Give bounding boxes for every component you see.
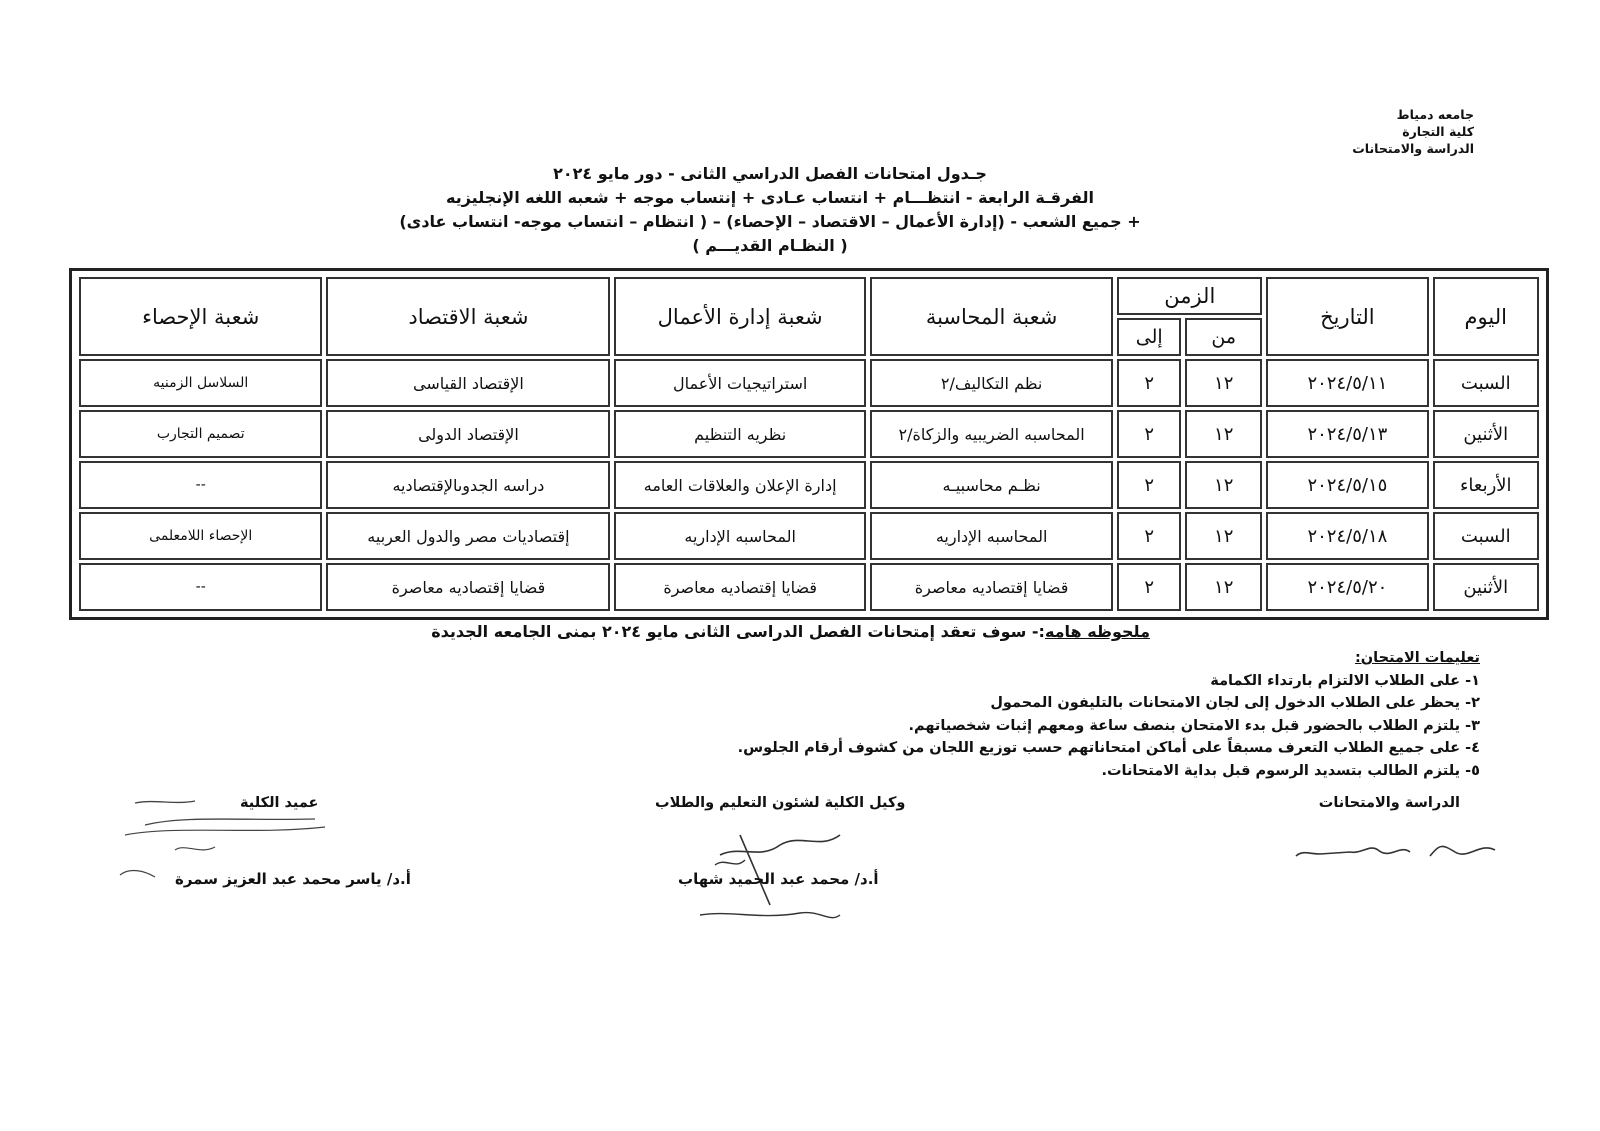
- cell-from: ١٢: [1185, 563, 1262, 611]
- faculty-name: كلية التجارة: [1402, 124, 1474, 139]
- cell-economics: دراسه الجدوىالإقتصاديه: [326, 461, 610, 509]
- table-row: [79, 563, 1539, 611]
- subtitle-divisions: + جميع الشعب - (إدارة الأعمال – الاقتصاد – الإحصاء) – ( انتظام – انتساب موجه- انتساب عادى): [399, 212, 1141, 231]
- header-date: التاريخ: [1266, 277, 1428, 356]
- cell-statistics: السلاسل الزمنيه: [79, 359, 322, 407]
- cell-statistics: تصميم التجارب: [79, 410, 322, 458]
- exams-office-signature-title: الدراسة والامتحانات: [1318, 795, 1460, 811]
- instructions-heading: تعليمات الامتحان:: [1355, 650, 1480, 666]
- cell-business: المحاسبه الإداريه: [614, 512, 866, 560]
- instruction-item: ٥- يلتزم الطالب بتسديد الرسوم قبل بداية الامتحانات.: [1101, 762, 1480, 779]
- cell-from: ١٢: [1185, 410, 1262, 458]
- cell-day: الأثنين: [1433, 410, 1539, 458]
- cell-business: إدارة الإعلان والعلاقات العامه: [614, 461, 866, 509]
- instruction-item: ٤- على جميع الطلاب التعرف مسبقاً على أماكن امتحاناتهم حسب توزيع اللجان من كشوف أرقام الجلوس.: [737, 740, 1480, 756]
- table-row: [79, 410, 1539, 458]
- cell-date: ٢٠٢٤/٥/١١: [1266, 359, 1428, 407]
- cell-to: ٢: [1117, 563, 1181, 611]
- department-name: الدراسة والامتحانات: [1352, 141, 1474, 156]
- dean-name: أ.د/ ياسر محمد عبد العزيز سمرة: [175, 870, 411, 888]
- instruction-item: ١- على الطلاب الالتزام بارتداء الكمامة: [1210, 672, 1480, 689]
- exam-schedule-table: [75, 274, 1543, 614]
- subtitle-level: الفرقـة الرابعة - انتظـــام + انتساب عـادى + إنتساب موجه + شعبه اللغه الإنجليزيه: [446, 188, 1094, 207]
- header-to: إلى: [1117, 318, 1181, 356]
- cell-to: ٢: [1117, 512, 1181, 560]
- vice-dean-name: أ.د/ محمد عبد الحميد شهاب: [678, 870, 879, 888]
- header-day: اليوم: [1433, 277, 1539, 356]
- instruction-item: ٣- يلتزم الطلاب بالحضور قبل بدء الامتحان بنصف ساعة ومعهم إثبات شخصياتهم.: [908, 717, 1480, 734]
- cell-from: ١٢: [1185, 359, 1262, 407]
- cell-date: ٢٠٢٤/٥/١٥: [1266, 461, 1428, 509]
- cell-economics: قضايا إقتصاديه معاصرة: [326, 563, 610, 611]
- cell-day: الأربعاء: [1433, 461, 1539, 509]
- cell-accounting: المحاسبه الضريبيه والزكاة/٢: [870, 410, 1113, 458]
- institution-header: [1214, 106, 1474, 157]
- cell-to: ٢: [1117, 359, 1181, 407]
- cell-business: نظريه التنظيم: [614, 410, 866, 458]
- table-row: [79, 461, 1539, 509]
- exam-schedule-frame: [69, 268, 1549, 620]
- cell-accounting: نظم التكاليف/٢: [870, 359, 1113, 407]
- cell-economics: إقتصاديات مصر والدول العربيه: [326, 512, 610, 560]
- cell-date: ٢٠٢٤/٥/٢٠: [1266, 563, 1428, 611]
- header-statistics: شعبة الإحصاء: [79, 277, 322, 356]
- cell-business: قضايا إقتصاديه معاصرة: [614, 563, 866, 611]
- table-row: [79, 359, 1539, 407]
- table-row: [79, 512, 1539, 560]
- note-text: :- سوف تعقد إمتحانات الفصل الدراسى الثانى مايو ٢٠٢٤ بمنى الجامعه الجديدة: [431, 622, 1045, 641]
- cell-day: الأثنين: [1433, 563, 1539, 611]
- note-label: ملحوظه هامه: [1044, 622, 1150, 641]
- cell-accounting: قضايا إقتصاديه معاصرة: [870, 563, 1113, 611]
- header-from: من: [1185, 318, 1262, 356]
- exam-instructions: [620, 647, 1480, 782]
- cell-day: السبت: [1433, 512, 1539, 560]
- header-business: شعبة إدارة الأعمال: [614, 277, 866, 356]
- cell-business: استراتيجيات الأعمال: [614, 359, 866, 407]
- cell-from: ١٢: [1185, 512, 1262, 560]
- header-accounting: شعبة المحاسبة: [870, 277, 1113, 356]
- header-economics: شعبة الاقتصاد: [326, 277, 610, 356]
- cell-from: ١٢: [1185, 461, 1262, 509]
- cell-statistics: الإحصاء اللامعلمى: [79, 512, 322, 560]
- cell-to: ٢: [1117, 410, 1181, 458]
- cell-day: السبت: [1433, 359, 1539, 407]
- document-titles: [330, 162, 1210, 258]
- subtitle-system: ( النظـام القديـــم ): [692, 236, 848, 255]
- cell-date: ٢٠٢٤/٥/١٣: [1266, 410, 1428, 458]
- university-name: جامعه دمياط: [1396, 107, 1474, 122]
- cell-to: ٢: [1117, 461, 1181, 509]
- main-title: جـدول امتحانات الفصل الدراسي الثانى - دور مايو ٢٠٢٤: [553, 164, 987, 183]
- cell-accounting: نظـم محاسبيـه: [870, 461, 1113, 509]
- cell-accounting: المحاسبه الإداريه: [870, 512, 1113, 560]
- cell-date: ٢٠٢٤/٥/١٨: [1266, 512, 1428, 560]
- dean-title: عميد الكلية: [240, 795, 319, 811]
- cell-economics: الإقتصاد القياسى: [326, 359, 610, 407]
- cell-economics: الإقتصاد الدولى: [326, 410, 610, 458]
- instruction-item: ٢- يحظر على الطلاب الدخول إلى لجان الامتحانات بالتليفون المحمول: [990, 695, 1480, 711]
- important-note: [330, 622, 1150, 641]
- cell-statistics: --: [79, 563, 322, 611]
- exams-office-signature-scribble: [1290, 832, 1510, 872]
- vice-dean-title: وكيل الكلية لشئون التعليم والطلاب: [655, 795, 906, 811]
- cell-statistics: --: [79, 461, 322, 509]
- header-time: الزمن: [1117, 277, 1262, 315]
